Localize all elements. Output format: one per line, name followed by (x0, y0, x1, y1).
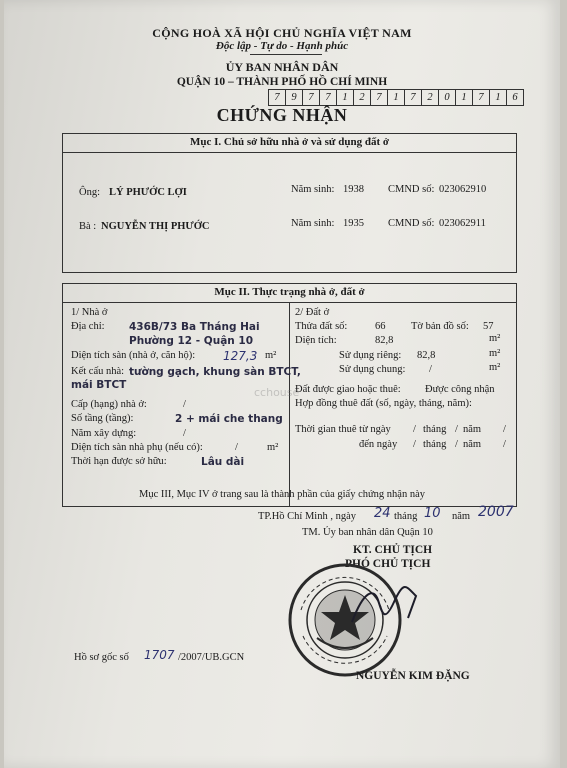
owner1-id-label: CMND số: (388, 184, 435, 195)
signatory-title-2: PHÓ CHỦ TỊCH (345, 558, 431, 570)
lease-from-label: Thời gian thuê từ ngày (295, 424, 391, 435)
lease-to-year-label: năm (463, 439, 482, 450)
structure-value-line1: tường gạch, khung sàn BTCT, (129, 366, 301, 378)
record-suffix: /2007/UB.GCN (178, 652, 245, 663)
lease-to-label: đến ngày (359, 439, 398, 450)
year-built-label: Năm xây dựng: (71, 428, 137, 439)
map-sheet-value: 57 (483, 321, 494, 332)
national-title: CỘNG HOÀ XÃ HỘI CHỦ NGHĨA VIỆT NAM (152, 26, 412, 40)
owner-section-title: Mục I. Chủ sở hữu nhà ở và sử dụng đất ở (190, 136, 389, 148)
lease-from-month-label: tháng (423, 424, 447, 435)
land-area-label: Diện tích: (295, 335, 337, 346)
shared-use-unit: m² (489, 362, 501, 373)
floors-label: Số tầng (tầng): (71, 413, 134, 424)
floor-area-value: 127,3 (223, 349, 258, 363)
owner-section (62, 133, 517, 273)
committee-title: ỦY BAN NHÂN DÂN (225, 60, 339, 74)
issue-year-label: năm (452, 511, 471, 522)
signatory-title-1: KT. CHỦ TỊCH (353, 544, 433, 556)
aux-area-label: Diện tích sàn nhà phụ (nếu có): (71, 442, 203, 453)
private-use-label: Sử dụng riêng: (339, 350, 402, 361)
map-sheet-label: Tờ bản đồ số: (411, 321, 469, 332)
owner2-id-label: CMND số: (388, 218, 435, 229)
lease-from-day: / (413, 424, 416, 435)
issue-day: 24 (374, 506, 391, 521)
allocation-value: Được công nhận (425, 384, 495, 395)
owner1-prefix: Ông: (79, 187, 100, 198)
ownership-term-label: Thời hạn được sở hữu: (71, 456, 167, 467)
lease-to-month: / (455, 439, 458, 450)
lease-from-month: / (455, 424, 458, 435)
serial-digit: 1 (490, 90, 507, 105)
serial-digit: 2 (422, 90, 439, 105)
address-line1: 436B/73 Ba Tháng Hai (129, 321, 260, 333)
pages-note: Mục III, Mục IV ở trang sau là thành phần của giấy chứng nhận này (138, 489, 425, 500)
serial-number-box (268, 89, 524, 106)
owner1-birth-year: 1938 (343, 184, 364, 195)
owner2-id-number: 023062911 (439, 218, 486, 229)
signature-icon (344, 580, 424, 630)
parcel-value: 66 (375, 321, 386, 332)
grade-label: Cấp (hạng) nhà ở: (71, 399, 147, 410)
serial-digit: 1 (337, 90, 354, 105)
owner2-name: NGUYỄN THỊ PHƯỚC (101, 221, 210, 232)
lease-to-month-label: tháng (423, 439, 447, 450)
owner1-name: LÝ PHƯỚC LỢI (109, 187, 187, 198)
signer-name: NGUYỄN KIM ĐẶNG (356, 670, 470, 682)
certificate-title: CHỨNG NHẬN (216, 105, 348, 125)
watermark-logo: cchouse (254, 386, 300, 399)
column-divider (289, 302, 290, 506)
private-use-value: 82,8 (417, 350, 436, 361)
lease-from-year: / (503, 424, 506, 435)
parcel-label: Thửa đất số: (295, 321, 348, 332)
land-heading: 2/ Đất ở (295, 307, 330, 318)
owner2-birth-label: Năm sinh: (291, 218, 335, 229)
shared-use-label: Sử dụng chung: (339, 364, 406, 375)
lease-contract-label: Hợp đồng thuê đất (số, ngày, tháng, năm): (295, 398, 472, 409)
serial-digit: 9 (286, 90, 303, 105)
lease-to-day: / (413, 439, 416, 450)
structure-value-line2: mái BTCT (71, 379, 127, 391)
section-divider (63, 152, 516, 153)
district-title: QUẬN 10 – THÀNH PHỐ HỒ CHÍ MINH (176, 76, 388, 88)
motto-underline (250, 54, 322, 55)
serial-digit: 7 (303, 90, 320, 105)
certificate-page (4, 0, 560, 768)
serial-digit: 7 (320, 90, 337, 105)
shared-use-value: / (429, 364, 432, 375)
serial-digit: 7 (473, 90, 490, 105)
issuing-authority: TM. Ủy ban nhân dân Quận 10 (302, 527, 433, 538)
private-use-unit: m² (489, 348, 501, 359)
serial-digit: 0 (439, 90, 456, 105)
land-area-value: 82,8 (375, 335, 394, 346)
year-built-value: / (183, 428, 186, 439)
land-area-unit: m² (489, 333, 501, 344)
address-label: Địa chỉ: (71, 321, 105, 332)
owner1-birth-label: Năm sinh: (291, 184, 335, 195)
serial-digit: 7 (371, 90, 388, 105)
serial-digit: 1 (456, 90, 473, 105)
issue-month-label: tháng (394, 511, 418, 522)
serial-digit: 6 (512, 92, 518, 103)
owner2-birth-year: 1935 (343, 218, 364, 229)
aux-area-unit: m² (267, 442, 279, 453)
aux-area-value: / (235, 442, 238, 453)
owner2-prefix: Bà : (79, 221, 97, 232)
floor-area-unit: m² (265, 350, 277, 361)
record-number: 1707 (144, 648, 175, 662)
ownership-term-value: Lâu dài (201, 456, 245, 468)
grade-value: / (183, 399, 186, 410)
issue-month: 10 (424, 506, 441, 521)
serial-digit: 7 (405, 90, 422, 105)
floor-area-label: Diện tích sàn (nhà ở, căn hộ): (71, 350, 196, 361)
issue-year: 2007 (478, 504, 514, 520)
record-label: Hồ sơ gốc số (74, 652, 129, 663)
place-date-prefix: TP.Hồ Chí Minh , ngày (258, 511, 357, 522)
allocation-label: Đất được giao hoặc thuê: (295, 384, 401, 395)
property-section-title: Mục II. Thực trạng nhà ở, đất ở (214, 286, 365, 298)
serial-digit: 1 (388, 90, 405, 105)
serial-digit: 7 (269, 90, 286, 105)
address-line2: Phường 12 - Quận 10 (129, 335, 254, 347)
structure-label: Kết cấu nhà: (71, 366, 125, 377)
floors-value: 2 + mái che thang (175, 413, 283, 425)
lease-from-year-label: năm (463, 424, 482, 435)
owner1-id-number: 023062910 (439, 184, 487, 195)
house-heading: 1/ Nhà ở (71, 307, 108, 318)
lease-to-year: / (503, 439, 506, 450)
national-motto: Độc lập - Tự do - Hạnh phúc (215, 40, 349, 52)
serial-digit: 2 (354, 90, 371, 105)
